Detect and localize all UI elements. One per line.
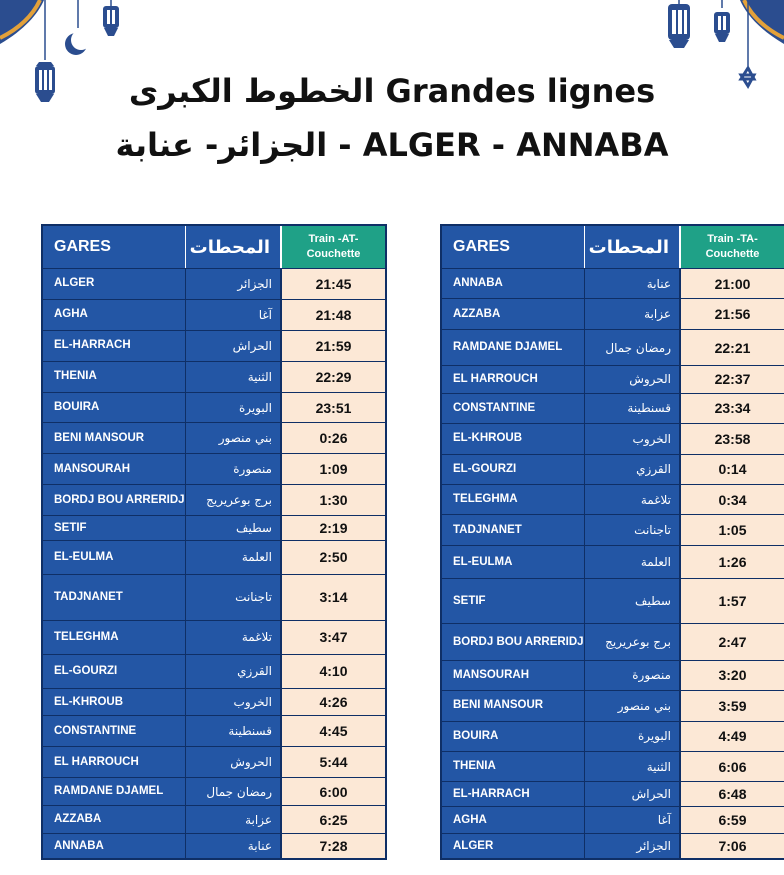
- crescent-moon-icon: [65, 0, 91, 55]
- station-name-arabic: سطيف: [186, 516, 282, 540]
- departure-time: 21:48: [282, 300, 385, 330]
- table-row: [43, 620, 385, 654]
- station-name: TELEGHMA: [442, 485, 585, 514]
- station-name: AGHA: [442, 807, 585, 833]
- station-name: MANSOURAH: [442, 661, 585, 690]
- header-gares: GARES: [442, 226, 585, 268]
- station-name: RAMDANE DJAMEL: [43, 778, 186, 805]
- departure-time: 21:45: [282, 269, 385, 299]
- station-name-arabic: العلمة: [585, 546, 681, 578]
- station-name: EL-HARRACH: [43, 331, 186, 361]
- timetable-annaba-alger: [440, 224, 784, 860]
- table-row: [43, 688, 385, 716]
- timetable-alger-annaba: [41, 224, 387, 860]
- departure-time: 0:34: [681, 485, 784, 514]
- table-body: [442, 268, 784, 858]
- departure-time: 22:21: [681, 330, 784, 365]
- station-name: EL-EULMA: [442, 546, 585, 578]
- station-name: AZZABA: [43, 806, 186, 833]
- departure-time: 7:06: [681, 834, 784, 858]
- departure-time: 3:14: [282, 575, 385, 620]
- station-name-arabic: رمضان جمال: [585, 330, 681, 365]
- station-name-arabic: بني منصور: [585, 691, 681, 720]
- station-name-arabic: بني منصور: [186, 423, 282, 453]
- station-name: ANNABA: [43, 834, 186, 858]
- station-name: EL-KHROUB: [43, 689, 186, 716]
- table-row: [43, 654, 385, 688]
- departure-time: 3:20: [681, 661, 784, 690]
- station-name: MANSOURAH: [43, 454, 186, 484]
- station-name: RAMDANE DJAMEL: [442, 330, 585, 365]
- station-name-arabic: القرزي: [186, 655, 282, 688]
- station-name-arabic: عنابة: [585, 269, 681, 298]
- station-name: BENI MANSOUR: [442, 691, 585, 720]
- station-name-arabic: رمضان جمال: [186, 778, 282, 805]
- table-row: [442, 781, 784, 806]
- table-row: [442, 578, 784, 623]
- station-name-arabic: تلاغمة: [585, 485, 681, 514]
- table-row: [442, 365, 784, 392]
- table-row: [442, 545, 784, 578]
- departure-time: 6:25: [282, 806, 385, 833]
- table-row: [442, 806, 784, 833]
- table-row: [442, 833, 784, 858]
- table-row: [43, 715, 385, 746]
- header-train-type: Couchette: [705, 248, 760, 260]
- departure-time: 21:59: [282, 331, 385, 361]
- table-row: [43, 805, 385, 833]
- station-name-arabic: قسنطينة: [186, 716, 282, 746]
- station-name: BORDJ BOU ARRERIDJ: [43, 485, 186, 515]
- departure-time: 1:05: [681, 515, 784, 544]
- station-name: TELEGHMA: [43, 621, 186, 654]
- station-name: EL-EULMA: [43, 541, 186, 574]
- table-row: [43, 833, 385, 858]
- table-row: [43, 484, 385, 515]
- station-name: EL HARROUCH: [43, 747, 186, 777]
- departure-time: 23:58: [681, 424, 784, 453]
- departure-time: 22:37: [681, 366, 784, 392]
- station-name-arabic: سطيف: [585, 579, 681, 623]
- table-header: [442, 226, 784, 268]
- station-name: ALGER: [43, 269, 186, 299]
- departure-time: 23:34: [681, 394, 784, 423]
- lantern-icon: [714, 0, 730, 42]
- station-name-arabic: تاجنانت: [186, 575, 282, 620]
- station-name-arabic: تلاغمة: [186, 621, 282, 654]
- table-row: [43, 574, 385, 620]
- station-name-arabic: آغا: [585, 807, 681, 833]
- departure-time: 21:56: [681, 299, 784, 328]
- header-train: [282, 226, 385, 268]
- table-row: [442, 329, 784, 365]
- table-row: [442, 721, 784, 751]
- station-name: ANNABA: [442, 269, 585, 298]
- table-row: [442, 268, 784, 298]
- station-name-arabic: عنابة: [186, 834, 282, 858]
- station-name: CONSTANTINE: [442, 394, 585, 423]
- station-name: AZZABA: [442, 299, 585, 328]
- departure-time: 4:49: [681, 722, 784, 751]
- station-name: SETIF: [43, 516, 186, 540]
- table-row: [43, 330, 385, 361]
- departure-time: 23:51: [282, 393, 385, 423]
- departure-time: 6:00: [282, 778, 385, 805]
- station-name-arabic: القرزي: [585, 455, 681, 484]
- lantern-icon: [668, 0, 690, 48]
- departure-time: 22:29: [282, 362, 385, 392]
- table-row: [442, 623, 784, 659]
- station-name: EL HARROUCH: [442, 366, 585, 392]
- header-train-name: Train -AT-: [308, 233, 359, 245]
- lantern-icon: [103, 0, 119, 36]
- departure-time: 2:47: [681, 624, 784, 659]
- table-header: [43, 226, 385, 268]
- station-name: EL-GOURZI: [442, 455, 585, 484]
- departure-time: 2:50: [282, 541, 385, 574]
- table-body: [43, 268, 385, 858]
- station-name: AGHA: [43, 300, 186, 330]
- departure-time: 1:09: [282, 454, 385, 484]
- station-name: SETIF: [442, 579, 585, 623]
- table-row: [43, 268, 385, 299]
- table-row: [43, 361, 385, 392]
- table-row: [442, 484, 784, 514]
- station-name-arabic: عزابة: [585, 299, 681, 328]
- departure-time: 6:59: [681, 807, 784, 833]
- table-row: [442, 690, 784, 720]
- header-train-name: Train -TA-: [707, 233, 758, 245]
- departure-time: 6:06: [681, 752, 784, 781]
- table-row: [442, 393, 784, 423]
- table-row: [43, 777, 385, 805]
- departure-time: 1:30: [282, 485, 385, 515]
- departure-time: 21:00: [681, 269, 784, 298]
- header-train: [681, 226, 784, 268]
- station-name-arabic: منصورة: [585, 661, 681, 690]
- station-name-arabic: الحراش: [585, 782, 681, 806]
- station-name-arabic: قسنطينة: [585, 394, 681, 423]
- station-name: EL-HARRACH: [442, 782, 585, 806]
- table-row: [43, 540, 385, 574]
- departure-time: 6:48: [681, 782, 784, 806]
- departure-time: 0:26: [282, 423, 385, 453]
- station-name-arabic: الحراش: [186, 331, 282, 361]
- table-row: [442, 298, 784, 328]
- table-row: [442, 751, 784, 781]
- table-row: [442, 454, 784, 484]
- station-name: TADJNANET: [442, 515, 585, 544]
- page-title: الخطوط الكبرى Grandes lignes: [128, 72, 656, 110]
- table-row: [43, 746, 385, 777]
- station-name-arabic: برج بوعريريج: [186, 485, 282, 515]
- station-name: BORDJ BOU ARRERIDJ: [442, 624, 585, 659]
- table-row: [43, 392, 385, 423]
- departure-time: 1:26: [681, 546, 784, 578]
- station-name: BENI MANSOUR: [43, 423, 186, 453]
- station-name-arabic: تاجنانت: [585, 515, 681, 544]
- station-name-arabic: آغا: [186, 300, 282, 330]
- station-name: EL-GOURZI: [43, 655, 186, 688]
- station-name-arabic: الثنية: [585, 752, 681, 781]
- station-name-arabic: عزابة: [186, 806, 282, 833]
- station-name: BOUIRA: [43, 393, 186, 423]
- table-row: [442, 514, 784, 544]
- departure-time: 4:45: [282, 716, 385, 746]
- departure-time: 0:14: [681, 455, 784, 484]
- station-name-arabic: الثنية: [186, 362, 282, 392]
- departure-time: 2:19: [282, 516, 385, 540]
- station-name: CONSTANTINE: [43, 716, 186, 746]
- station-name-arabic: الحروش: [186, 747, 282, 777]
- station-name-arabic: الجزائر: [585, 834, 681, 858]
- departure-time: 3:47: [282, 621, 385, 654]
- table-row: [43, 422, 385, 453]
- departure-time: 7:28: [282, 834, 385, 858]
- station-name: BOUIRA: [442, 722, 585, 751]
- station-name-arabic: منصورة: [186, 454, 282, 484]
- station-name: THENIA: [442, 752, 585, 781]
- departure-time: 4:10: [282, 655, 385, 688]
- table-row: [442, 660, 784, 690]
- departure-time: 4:26: [282, 689, 385, 716]
- station-name-arabic: الخروب: [186, 689, 282, 716]
- header-train-type: Couchette: [306, 248, 361, 260]
- header-stations-arabic: المحطات: [585, 226, 681, 268]
- station-name: ALGER: [442, 834, 585, 858]
- departure-time: 5:44: [282, 747, 385, 777]
- header-gares: GARES: [43, 226, 186, 268]
- table-row: [43, 515, 385, 540]
- station-name-arabic: البويرة: [585, 722, 681, 751]
- page-subtitle-route: الجزائر- عنابة - ALGER - ANNABA: [115, 126, 669, 164]
- table-row: [43, 299, 385, 330]
- header-stations-arabic: المحطات: [186, 226, 282, 268]
- corner-arch-right-icon: [740, 0, 784, 44]
- station-name-arabic: العلمة: [186, 541, 282, 574]
- table-row: [442, 423, 784, 453]
- station-name: EL-KHROUB: [442, 424, 585, 453]
- station-name-arabic: برج بوعريريج: [585, 624, 681, 659]
- station-name-arabic: الحروش: [585, 366, 681, 392]
- departure-time: 3:59: [681, 691, 784, 720]
- station-name-arabic: الخروب: [585, 424, 681, 453]
- departure-time: 1:57: [681, 579, 784, 623]
- table-row: [43, 453, 385, 484]
- station-name-arabic: الجزائر: [186, 269, 282, 299]
- station-name-arabic: البويرة: [186, 393, 282, 423]
- station-name: THENIA: [43, 362, 186, 392]
- station-name: TADJNANET: [43, 575, 186, 620]
- corner-arch-left-icon: [0, 0, 44, 44]
